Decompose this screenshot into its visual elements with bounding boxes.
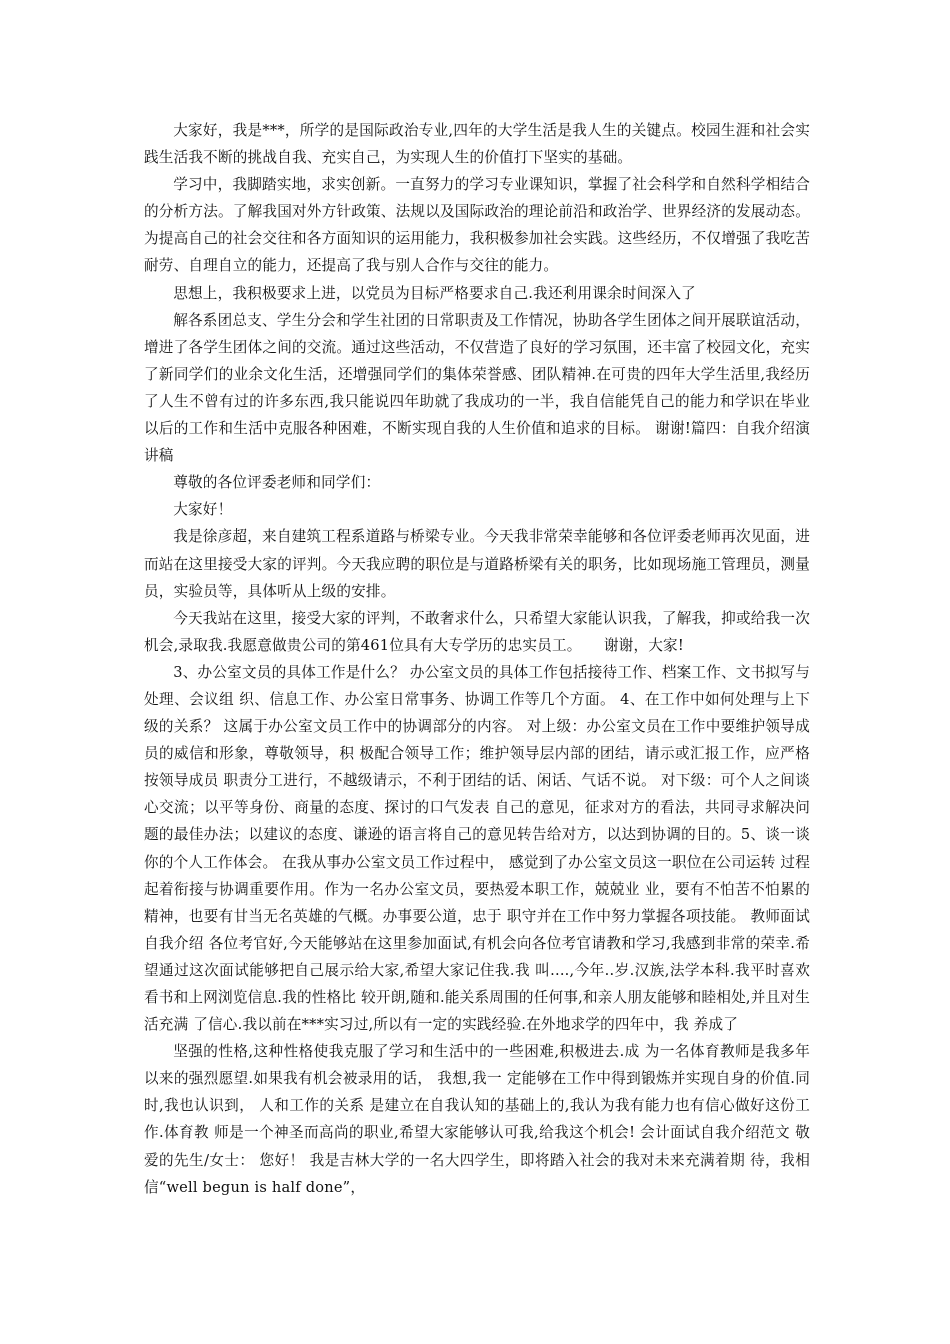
paragraph: 大家好，我是***，所学的是国际政治专业,四年的大学生活是我人生的关键点。校园生涯和社会实践生活我不断的挑战自我、充实自己，为实现人生的价值打下坚实的基础。 [144, 122, 810, 167]
paragraph: 我是徐彦超，来自建筑工程系道路与桥梁专业。今天我非常荣幸能够和各位评委老师再次见面，进而站在这里接受大家的评判。今天我应聘的职位是与道路桥梁有关的职务，比如现场施工管理员，测量员，实验员等，具体听从上级的安排。 [144, 528, 810, 600]
paragraph: 学习中，我脚踏实地，求实创新。一直努力的学习专业课知识，掌握了社会科学和自然科学相结合的分析方法。了解我国对外方针政策、法规以及国际政治的理论前沿和政治学、世界经济的发展动态。为提高自己的社会交往和各方面知识的运用能力，我积极参加社会实践。这些经历，不仅增强了我吃苦耐劳、自理自立的能力，还提高了我与别人合作与交往的能力。 [144, 176, 810, 275]
paragraph: 尊敬的各位评委老师和同学们： [173, 474, 381, 492]
paragraph: 坚强的性格,这种性格使我克服了学习和生活中的一些困难,积极进去.成 为一名体育教师是我多年以来的强烈愿望.如果我有机会被录用的话， 我想,我一 定能够在工作中得到锻炼并实现自身的价值.同时,我也认识到， 人和工作的关系 是建立在自我认知的基础上的,我认为我有能力也有信心做好这份工作.体育教 师是一个神圣而高尚的职业,希望大家能够认可我,给我这个机会! 会计面试自我介绍范文 敬爱的先生/女士： 您好！ 我是吉林大学的一名大四学生，即将踏入社会的我对未来充满着期 待，我相信“well begun is half done”， [144, 1043, 810, 1196]
document-body [144, 117, 810, 1201]
paragraph: 思想上，我积极要求上进，以党员为目标严格要求自己.我还利用课余时间深入了 [173, 284, 696, 302]
paragraph: 3、办公室文员的具体工作是什么？ 办公室文员的具体工作包括接待工作、档案工作、文书拟写与处理、会议组 织、信息工作、办公室日常事务、协调工作等几个方面。 4、在工作中如何处理与上下级的关系？ 这属于办公室文员工作中的协调部分的内容。 对上级：办公室文员在工作中要维护领导成员的威信和形象，尊敬领导，积 极配合领导工作；维护领导层内部的团结，请示或汇报工作，应严格按领导成员 职责分工进行，不越级请示，不利于团结的话、闲话、气话不说。 对下级：可个人之间谈心交流；以平等身份、商量的态度、探讨的口气发表 自己的意见，征求对方的看法，共同寻求解决问题的最佳办法；以建议的态度、谦逊的语言将自己的意见转告给对方，以达到协调的目的。5、谈一谈你的个人工作体会。 在我从事办公室文员工作过程中， 感觉到了办公室文员这一职位在公司运转 过程起着衔接与协调重要作用。作为一名办公室文员，要热爱本职工作，兢兢业 业，要有不怕苦不怕累的精神，也要有甘当无名英雄的气概。办事要公道，忠于 职守并在工作中努力掌握各项技能。 教师面试自我介绍 各位考官好,今天能够站在这里参加面试,有机会向各位考官请教和学习,我感到非常的荣幸.希望通过这次面试能够把自己展示给大家,希望大家记住我.我 叫....,今年..岁.汉族,法学本科.我平时喜欢看书和上网浏览信息.我的性格比 较开朗,随和.能关系周围的任何事,和亲人朋友能够和睦相处,并且对生活充满 了信心.我以前在***实习过,所以有一定的实践经验.在外地求学的四年中，我 养成了 [144, 663, 810, 1034]
paragraph: 大家好！ [173, 501, 233, 519]
paragraph: 今天我站在这里，接受大家的评判，不敢奢求什么，只希望大家能认识我，了解我，抑或给我一次机会,录取我.我愿意做贵公司的第461位具有大专学历的忠实员工。 谢谢，大家! [144, 609, 810, 654]
paragraph: 解各系团总支、学生分会和学生社团的日常职责及工作情况，协助各学生团体之间开展联谊活动，增进了各学生团体之间的交流。通过这些活动，不仅营造了良好的学习氛围，还丰富了校园文化，充实了新同学们的业余文化生活，还增强同学们的集体荣誉感、团队精神.在可贵的四年大学生活里,我经历了人生不曾有过的许多东西,我只能说四年助就了我成功的一半，我自信能凭自己的能力和学识在毕业以后的工作和生活中克服各种困难，不断实现自我的人生价值和追求的目标。 谢谢!篇四：自我介绍演讲稿 [144, 311, 810, 465]
